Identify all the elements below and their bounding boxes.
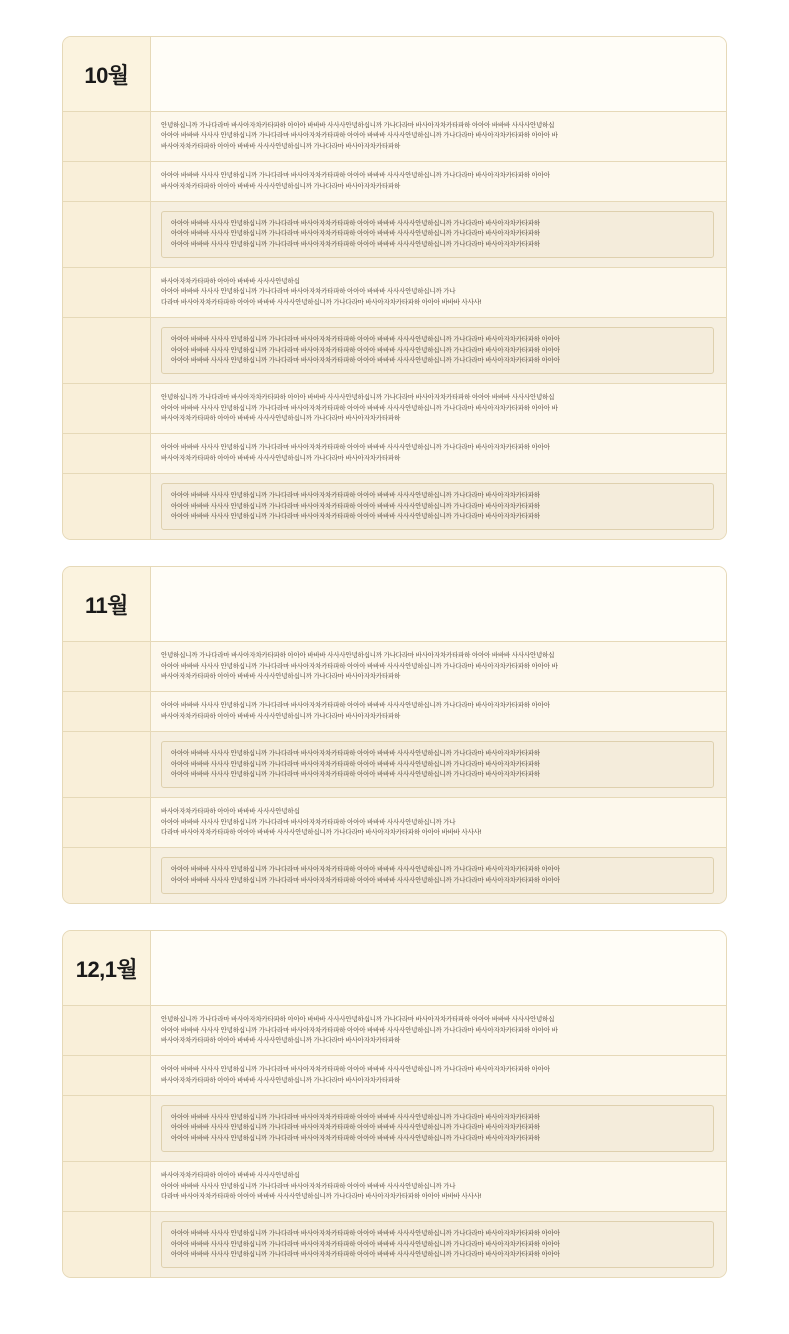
month-label: 12,1월 [75,956,138,982]
month-label: 10월 [84,62,129,88]
row-text-line: 아아아 바바바 사사사 안녕하십니까 가나다라마 바사아자차카타파하 아아아 바바바 사사사안녕하십니까 가나 [161,288,456,296]
row-text-line: 아아아 바바바 사사사 안녕하십니까 가나다라마 바사아자차카타파하 아아아 바바바 사사사안녕하십니까 가나다라마 바사아자차카타파하 [171,492,541,500]
row-content-cell [151,268,726,317]
row-text-line: 바사아자차카타파하 아아아 바바바 사사사안녕하십 [161,1172,300,1180]
month-label: 11월 [84,592,128,618]
month-block [62,566,727,904]
row-text-line: 바사아자차카타파하 아아아 바바바 사사사안녕하십니까 가나다라마 바사아자차카타파하 [161,454,401,462]
row-gutter-cell [63,1096,151,1161]
row-content-cell [151,848,726,903]
row-text-line: 아아아 바바바 사사사 안녕하십니까 가나다라마 바사아자차카타파하 아아아 바바바 사사사안녕하십니까 가나다라마 바사아자차카타파하 아아아 [171,1240,560,1248]
row-text-line: 아아아 바바바 사사사 안녕하십니까 가나다라마 바사아자차카타파하 아아아 바바바 사사사안녕하십니까 가나다라마 바사아자차카타파하 [171,760,541,768]
row-text-line: 아아아 바바바 사사사 안녕하십니까 가나다라마 바사아자차카타파하 아아아 바바바 사사사안녕하십니까 가나다라마 바사아자차카타파하 [171,219,541,227]
table-row [63,1006,726,1056]
table-row [63,1212,726,1277]
row-text-line: 아아아 바바바 사사사 안녕하십니까 가나다라마 바사아자차카타파하 아아아 바바바 사사사안녕하십니까 가나다라마 바사아자차카타파하 [171,1134,541,1142]
row-text-line: 아아아 바바바 사사사 안녕하십니까 가나다라마 바사아자차카타파하 아아아 바바바 사사사안녕하십니까 가나다라마 바사아자차카타파하 [171,1124,541,1132]
row-text-line: 아아아 바바바 사사사 안녕하십니까 가나다라마 바사아자차카타파하 아아아 바바바 사사사안녕하십니까 가나다라마 바사아자차카타파하 아아아 바 [161,404,558,412]
row-text-line: 바사아자차카타파하 아아아 바바바 사사사안녕하십니까 가나다라마 바사아자차카타파하 [161,1076,401,1084]
row-gutter-cell [63,112,151,161]
row-text-line: 아아아 바바바 사사사 안녕하십니까 가나다라마 바사아자차카타파하 아아아 바바바 사사사안녕하십니까 가나다라마 바사아자차카타파하 아아아 [171,336,560,344]
row-inner-box [161,483,714,530]
table-row [63,112,726,162]
row-gutter-cell [63,268,151,317]
row-content-cell [151,202,726,267]
row-content-cell [151,798,726,847]
row-content-cell [151,434,726,473]
row-text-line: 바사아자차카타파하 아아아 바바바 사사사안녕하십니까 가나다라마 바사아자차카타파하 [161,673,401,680]
row-text-line: 아아아 바바바 사사사 안녕하십니까 가나다라마 바사아자차카타파하 아아아 바바바 사사사안녕하십니까 가나다라마 바사아자차카타파하 아아아 [171,1251,560,1258]
row-text-line: 아아아 바바바 사사사 안녕하십니까 가나다라마 바사아자차카타파하 아아아 바바바 사사사안녕하십니까 가나다라마 바사아자차카타파하 아아아 바 [161,1026,558,1034]
row-gutter-cell [63,474,151,539]
month-header-body [151,567,726,641]
row-gutter-cell [63,798,151,847]
row-text-line: 안녕하십니까 가나다라마 바사아자차카타파하 아아아 바바바 사사사안녕하십니까 가나다라마 바사아자차카타파하 아아아 바바바 사사사안녕하십 [161,652,555,660]
row-inner-box [161,1221,714,1268]
row-text-line: 아아아 바바바 사사사 안녕하십니까 가나다라마 바사아자차카타파하 아아아 바바바 사사사안녕하십니까 가나다라마 바사아자차카타파하 [171,240,541,248]
row-text-line: 아아아 바바바 사사사 안녕하십니까 가나다라마 바사아자차카타파하 아아아 바바바 사사사안녕하십니까 가나다라마 바사아자차카타파하 아아아 [161,444,550,452]
row-gutter-cell [63,162,151,201]
row-gutter-cell [63,202,151,267]
row-content-cell [151,1212,726,1277]
table-row [63,434,726,474]
month-header [63,567,726,642]
row-text-line: 아아아 바바바 사사사 안녕하십니까 가나다라마 바사아자차카타파하 아아아 바바바 사사사안녕하십니까 가나다라마 바사아자차카타파하 아아아 [171,346,560,354]
row-text-line: 바사아자차카타파하 아아아 바바바 사사사안녕하십니까 가나다라마 바사아자차카타파하 [161,182,401,190]
row-content-cell [151,1056,726,1095]
row-content-cell [151,642,726,691]
row-inner-box [161,857,714,894]
row-text-line: 아아아 바바바 사사사 안녕하십니까 가나다라마 바사아자차카타파하 아아아 바바바 사사사안녕하십니까 가나다라마 바사아자차카타파하 아아아 [161,172,550,180]
row-text-line: 아아아 바바바 사사사 안녕하십니까 가나다라마 바사아자차카타파하 아아아 바바바 사사사안녕하십니까 가나다라마 바사아자차카타파하 아아아 [171,876,560,884]
row-inner-box [161,741,714,788]
table-row [63,202,726,268]
row-text-line: 아아아 바바바 사사사 안녕하십니까 가나다라마 바사아자차카타파하 아아아 바바바 사사사안녕하십니까 가나다라마 바사아자차카타파하 아아아 [171,866,560,874]
month-block [62,930,727,1278]
row-text-line: 바사아자차카타파하 아아아 바바바 사사사안녕하십 [161,808,300,816]
table-row [63,732,726,798]
row-inner-box [161,327,714,374]
table-row [63,384,726,434]
table-row [63,692,726,732]
row-text-line: 다라마 바사아자차카타파하 아아아 바바바 사사사안녕하십니까 가나다라마 바사아자차카타파하 아아아 바바바 사사사! [161,829,482,836]
row-text-line: 아아아 바바바 사사사 안녕하십니까 가나다라마 바사아자차카타파하 아아아 바바바 사사사안녕하십니까 가나다라마 바사아자차카타파하 [171,502,541,510]
row-gutter-cell [63,1006,151,1055]
row-text-line: 아아아 바바바 사사사 안녕하십니까 가나다라마 바사아자차카타파하 아아아 바바바 사사사안녕하십니까 가나다라마 바사아자차카타파하 [171,1114,541,1121]
row-inner-box [161,211,714,258]
month-label-cell [63,931,151,1005]
table-row [63,474,726,539]
table-row [63,642,726,692]
row-inner-box [161,1105,714,1152]
row-content-cell [151,384,726,433]
month-header [63,37,726,112]
row-text-line: 아아아 바바바 사사사 안녕하십니까 가나다라마 바사아자차카타파하 아아아 바바바 사사사안녕하십니까 가나다라마 바사아자차카타파하 아아아 [161,702,550,710]
row-gutter-cell [63,384,151,433]
table-row [63,162,726,202]
row-text-line: 안녕하십니까 가나다라마 바사아자차카타파하 아아아 바바바 사사사안녕하십니까 가나다라마 바사아자차카타파하 아아아 바바바 사사사안녕하십 [161,394,555,402]
row-text-line: 다라마 바사아자차카타파하 아아아 바바바 사사사안녕하십니까 가나다라마 바사아자차카타파하 아아아 바바바 사사사! [161,298,482,306]
row-text-line: 아아아 바바바 사사사 안녕하십니까 가나다라마 바사아자차카타파하 아아아 바바바 사사사안녕하십니까 가나다라마 바사아자차카타파하 아아아 [171,356,560,364]
row-gutter-cell [63,642,151,691]
month-header [63,931,726,1006]
month-header-body [151,37,726,111]
row-text-line: 안녕하십니까 가나다라마 바사아자차카타파하 아아아 바바바 사사사안녕하십니까 가나다라마 바사아자차카타파하 아아아 바바바 사사사안녕하십 [161,1016,555,1024]
row-content-cell [151,162,726,201]
table-row [63,798,726,848]
row-gutter-cell [63,1212,151,1277]
month-header-body [151,931,726,1005]
month-label-cell [63,567,151,641]
table-row [63,268,726,318]
month-block [62,36,727,540]
row-content-cell [151,692,726,731]
row-text-line: 아아아 바바바 사사사 안녕하십니까 가나다라마 바사아자차카타파하 아아아 바바바 사사사안녕하십니까 가나다라마 바사아자차카타파하 [171,512,541,520]
row-text-line: 안녕하십니까 가나다라마 바사아자차카타파하 아아아 바바바 사사사안녕하십니까 가나다라마 바사아자차카타파하 아아아 바바바 사사사안녕하십 [161,122,555,129]
row-text-line: 바사아자차카타파하 아아아 바바바 사사사안녕하십 [161,278,300,285]
months-container [62,36,727,1278]
row-text-line: 아아아 바바바 사사사 안녕하십니까 가나다라마 바사아자차카타파하 아아아 바바바 사사사안녕하십니까 가나다라마 바사아자차카타파하 아아아 [171,1230,560,1238]
row-gutter-cell [63,1162,151,1211]
row-text-line: 아아아 바바바 사사사 안녕하십니까 가나다라마 바사아자차카타파하 아아아 바바바 사사사안녕하십니까 가나다라마 바사아자차카타파하 [171,230,541,238]
row-gutter-cell [63,1056,151,1095]
table-row [63,1056,726,1096]
row-text-line: 아아아 바바바 사사사 안녕하십니까 가나다라마 바사아자차카타파하 아아아 바바바 사사사안녕하십니까 가나다라마 바사아자차카타파하 아아아 바 [161,132,558,140]
row-text-line: 아아아 바바바 사사사 안녕하십니까 가나다라마 바사아자차카타파하 아아아 바바바 사사사안녕하십니까 가나다라마 바사아자차카타파하 [171,750,541,758]
row-text-line: 아아아 바바바 사사사 안녕하십니까 가나다라마 바사아자차카타파하 아아아 바바바 사사사안녕하십니까 가나 [161,818,456,826]
row-text-line: 바사아자차카타파하 아아아 바바바 사사사안녕하십니까 가나다라마 바사아자차카타파하 [161,142,401,150]
row-text-line: 다라마 바사아자차카타파하 아아아 바바바 사사사안녕하십니까 가나다라마 바사아자차카타파하 아아아 바바바 사사사! [161,1192,482,1200]
row-content-cell [151,474,726,539]
row-text-line: 바사아자차카타파하 아아아 바바바 사사사안녕하십니까 가나다라마 바사아자차카타파하 [161,1036,401,1044]
row-content-cell [151,112,726,161]
row-gutter-cell [63,434,151,473]
row-text-line: 아아아 바바바 사사사 안녕하십니까 가나다라마 바사아자차카타파하 아아아 바바바 사사사안녕하십니까 가나 [161,1182,456,1190]
row-content-cell [151,732,726,797]
table-row [63,848,726,903]
row-content-cell [151,1096,726,1161]
row-content-cell [151,318,726,383]
row-gutter-cell [63,732,151,797]
row-text-line: 아아아 바바바 사사사 안녕하십니까 가나다라마 바사아자차카타파하 아아아 바바바 사사사안녕하십니까 가나다라마 바사아자차카타파하 아아아 [161,1066,550,1074]
row-content-cell [151,1162,726,1211]
row-text-line: 아아아 바바바 사사사 안녕하십니까 가나다라마 바사아자차카타파하 아아아 바바바 사사사안녕하십니까 가나다라마 바사아자차카타파하 [171,770,541,778]
row-text-line: 바사아자차카타파하 아아아 바바바 사사사안녕하십니까 가나다라마 바사아자차카타파하 [161,712,401,720]
row-text-line: 아아아 바바바 사사사 안녕하십니까 가나다라마 바사아자차카타파하 아아아 바바바 사사사안녕하십니까 가나다라마 바사아자차카타파하 아아아 바 [161,662,558,670]
table-row [63,318,726,384]
table-row [63,1162,726,1212]
row-gutter-cell [63,318,151,383]
row-gutter-cell [63,848,151,903]
table-row [63,1096,726,1162]
row-content-cell [151,1006,726,1055]
row-text-line: 바사아자차카타파하 아아아 바바바 사사사안녕하십니까 가나다라마 바사아자차카타파하 [161,415,401,422]
row-gutter-cell [63,692,151,731]
month-label-cell [63,37,151,111]
